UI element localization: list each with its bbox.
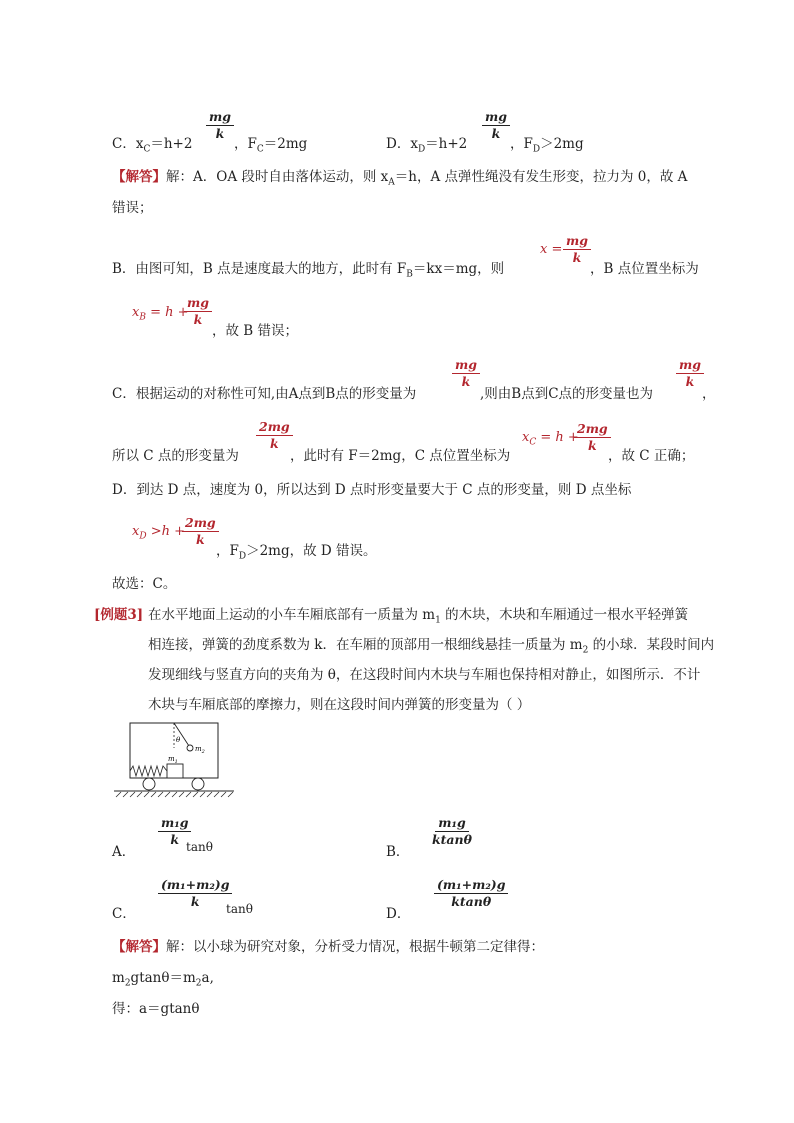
fraction-2mg-over-k: $\frac{2mg}{k}$ (256, 420, 293, 452)
answer-line-c2-mid: ，此时有 F＝2mg，C 点位置坐标为 (290, 448, 511, 464)
answer-line-c2-end: ，故 C 正确； (608, 448, 695, 464)
option-c-top: C．$x_C=h+2$ (112, 136, 193, 155)
option-c-tan: tanθ (226, 902, 253, 916)
fraction-mg-over-k: $\frac{mg}{k}$ (452, 358, 480, 390)
cart-diagram (112, 720, 237, 800)
example-line-3: 发现细线与竖直方向的夹角为 θ，在这段时间内木块与车厢也保持相对静止，如图所示．不计 (148, 667, 701, 683)
answer-choice: 故选：C。 (112, 576, 177, 592)
fraction-mg-over-k: $\frac{mg}{k}$ (563, 234, 591, 266)
m2-label: $m_2$ (195, 745, 205, 755)
m1-label: $m_1$ (168, 755, 178, 765)
option-a-tan: tanθ (186, 840, 213, 854)
option-d-force: ，$F_D>2mg$ (510, 136, 584, 155)
fraction-mg-over-k: $\frac{mg}{k}$ (676, 358, 704, 390)
answer-line-b-end: ，B 点位置坐标为 (590, 261, 699, 277)
example-line-2: 相连接，弹簧的劲度系数为 k．在车厢的顶部用一根细线悬挂一质量为 $m_2$ 的小球．某段时间内 (148, 637, 715, 656)
answer3-line-2: $m_2gtan\theta=m_2a$, (112, 970, 214, 989)
ground-hatch (116, 792, 233, 797)
example-line-1: 在水平地面上运动的小车车厢底部有一质量为 $m_1$ 的木块，木块和车厢通过一根水平轻弹簧 (148, 607, 689, 626)
theta-label: θ (176, 736, 181, 744)
option-a-fraction: $\frac{\text{m₁g}}{k}$ (158, 816, 191, 848)
option-b-label: B． (386, 844, 410, 860)
option-d-fraction: $\frac{\text{(m₁+m₂)g}}{ktan\theta}$ (434, 878, 508, 910)
answer-line-d: D．到达 D 点，速度为 0，所以达到 D 点时形变量要大于 C 点的形变量，则 D 点坐标 (112, 482, 632, 498)
fraction-2mg-over-k: $\frac{2mg}{k}$ (182, 516, 219, 548)
ball-m2 (187, 745, 193, 751)
answer-line-c-end: ， (702, 386, 716, 402)
option-a-label: A． (112, 844, 136, 860)
answer-line-c: C．根据运动的对称性可知,由A点到B点的形变量为 (112, 386, 417, 402)
answer3-line-3: 得：a＝gtanθ (112, 1001, 200, 1017)
option-d-top: D．$x_D=h+2$ (386, 136, 468, 155)
math-x-equals: x = (540, 242, 563, 257)
block-m1 (167, 764, 183, 778)
fraction-mg-over-k: $\frac{mg}{k}$ (184, 296, 212, 328)
fraction-mg-over-k: $\frac{mg}{k}$ (206, 110, 234, 142)
math-xb: $x_B = h$ + (132, 305, 189, 323)
option-c-fraction: $\frac{\text{(m₁+m₂)g}}{k}$ (158, 878, 232, 910)
math-xc: $x_C = h$ + (522, 430, 579, 448)
answer-line-d2-end: ，$F_D>2mg$，故 D 错误。 (216, 543, 377, 562)
example-label: [例题3] (94, 607, 144, 623)
answer-line-a: 【解答】解：A．OA 段时自由落体运动，则 $x_A=h$，A 点弹性绳没有发生形变，拉力为 0，故 A (112, 169, 688, 188)
answer-line-a-cont: 错误； (112, 200, 153, 216)
answer-line-c2: 所以 C 点的形变量为 (112, 448, 239, 464)
fraction-2mg-over-k: $\frac{2mg}{k}$ (574, 422, 611, 454)
answer-line-b: B．由图可知，B 点是速度最大的地方，此时有 $F_B=kx=mg$，则 (112, 261, 505, 280)
option-c-force: ，$F_C=2mg$ (234, 136, 308, 155)
wheel-left (143, 778, 155, 790)
option-c-label: C． (112, 906, 136, 922)
fraction-mg-over-k: $\frac{mg}{k}$ (482, 110, 510, 142)
spring (130, 766, 167, 776)
option-b-fraction: $\frac{\text{m₁g}}{ktan\theta}$ (432, 815, 472, 848)
option-d-label: D． (386, 906, 411, 922)
answer3-line-1: 【解答】解：以小球为研究对象，分析受力情况，根据牛顿第二定律得： (112, 939, 544, 955)
math-xd: $x_D >h$ + (132, 524, 185, 542)
answer-line-b2-end: ，故 B 错误； (212, 323, 299, 339)
example-line-4: 木块与车厢底部的摩擦力，则在这段时间内弹簧的形变量为（ ） (148, 697, 531, 713)
wheel-right (192, 778, 204, 790)
answer-line-c-mid: ,则由B点到C点的形变量也为 (480, 386, 654, 402)
